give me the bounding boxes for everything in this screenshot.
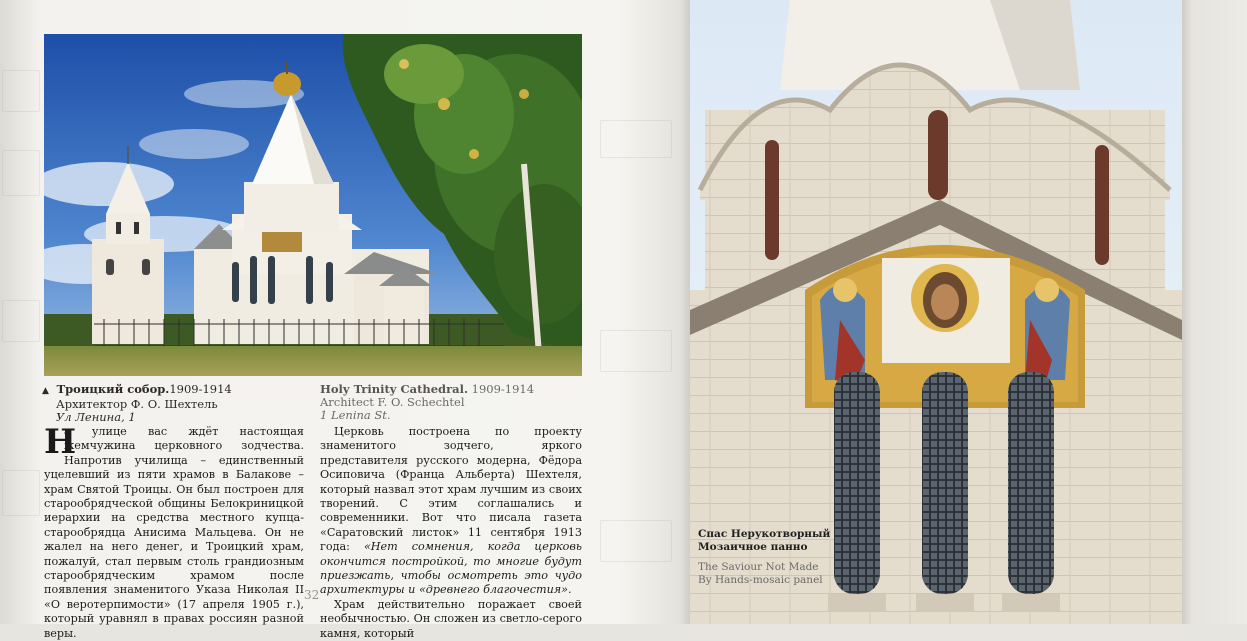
drop-cap: Н (44, 422, 77, 462)
photo-caption-russian (42, 383, 232, 424)
caption-ru-architect: Архитектор Ф. О. Шехтель (56, 397, 218, 411)
caption-ru-title: Троицкий собор. (56, 382, 170, 396)
mosaic-caption-en-line-1: The Saviour Not Made (698, 561, 819, 573)
caption-en-years: 1909-1914 (467, 382, 535, 396)
caption-en-architect: Architect F. O. Schechtel (320, 395, 465, 409)
body-column-left (44, 422, 304, 641)
body-left-text: а улице вас ждёт настоящая жемчужина церковного зодчества. Напротив училища – единственный уцелевший из пяти храмов в Балакове – храм Святой Троицы. Он был построен для старообрядческой общины Белокриницкой иерархии на средства местного купца-старообрядца Анисима Мальцева. Он не жалел на него денег, и Троицкий храм, пожалуй, стал первым столь грандиозным старообрядческим храмом после появления знаменитого Указа Николая II «О веротерпимости» (17 апреля 1905 г.), который уравнял в правах россиян разной веры. (44, 425, 304, 640)
page-number: 32 (304, 588, 320, 602)
right-page-margin (1182, 0, 1247, 624)
body-right-paragraph-2: Храм действительно поражает своей необычностью. Он сложен из светло-серого камня, который (320, 597, 582, 640)
mosaic-caption-ru-line-1: Спас Нерукотворный (698, 528, 831, 540)
mosaic-caption-en-line-2: By Hands-mosaic panel (698, 574, 823, 586)
photo-caption-english (320, 383, 534, 422)
newspaper-quote: «Нет сомнения, когда церковь окончится постройкой, то многие будут приезжать, чтобы осмотреть это чудо архитектуры и «древнего благочестия». (320, 540, 583, 597)
caption-en-address: 1 Lenina St. (320, 408, 391, 422)
triangle-marker-icon: ▲ (42, 386, 49, 396)
church-photo (44, 34, 582, 376)
body-right-paragraph-1: Церковь построена по проекту знаменитого зодчего, яркого представителя русского модерна, Фёдора Осиповича (Франца Альберта) Шехтеля, который назвал этот храм лучшим из своих творений. С этим соглашались и современники. Вот что писала газета «Саратовский листок» 11 сентября 1913 года: (320, 425, 582, 554)
caption-ru-address: Ул Ленина, 1 (56, 410, 136, 424)
caption-en-title: Holy Trinity Cathedral. (320, 382, 468, 396)
body-column-right (320, 425, 582, 641)
church-photo-illustration (44, 34, 582, 376)
mosaic-caption (698, 528, 830, 587)
caption-ru-years: 1909-1914 (169, 382, 232, 396)
mosaic-caption-ru-line-2: Мозаичное панно (698, 541, 808, 553)
